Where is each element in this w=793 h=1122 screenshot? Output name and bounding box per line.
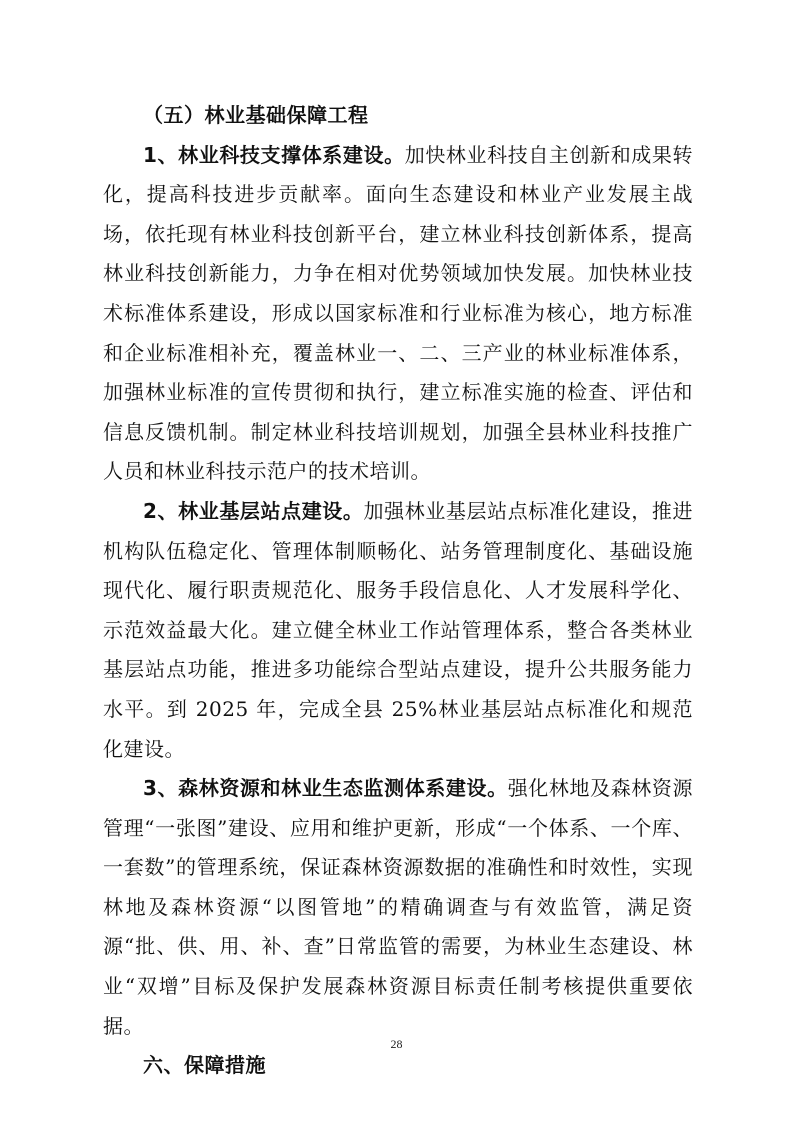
paragraph-text: 强化林地及森林资源管理“一张图”建设、应用和维护更新，形成“一个体系、一个库、一套数”的管理系统，保证森林资源数据的准确性和时效性，实现林地及森林资源“以图管地”的精确调查与有效监管，满足资源“批、供、用、补、查”日常监管的需要，为林业生态建设、林业“双增”目标及保护发展森林资源目标责任制考核提供重要依据。 bbox=[103, 776, 693, 1038]
paragraph-lead: 2、林业基层站点建设。 bbox=[143, 498, 364, 523]
paragraph-forestry-tech bbox=[103, 136, 693, 492]
paragraph-lead: 1、林业科技支撑体系建设。 bbox=[143, 142, 405, 167]
paragraph-grassroots-stations bbox=[103, 492, 693, 769]
next-section-heading: 六、保障措施 bbox=[143, 1053, 266, 1078]
paragraph-text: 加强林业基层站点标准化建设，推进机构队伍稳定化、管理体制顺畅化、站务管理制度化、基础设施现代化、履行职责规范化、服务手段信息化、人才发展科学化、示范效益最大化。建立健全林业工作站管理体系，整合各类林业基层站点功能，推进多功能综合型站点建设，提升公共服务能力水平。到 2025 年，完成全县 25%林业基层站点标准化和规范化建设。 bbox=[103, 498, 694, 761]
section-heading: （五）林业基础保障工程 bbox=[143, 103, 369, 127]
document-body bbox=[103, 96, 693, 1086]
page-number: 28 bbox=[390, 1037, 403, 1051]
paragraph-monitoring-system bbox=[103, 769, 693, 1046]
paragraph-lead: 3、森林资源和林业生态监测体系建设。 bbox=[143, 776, 508, 801]
paragraph-text: 加快林业科技自主创新和成果转化，提高科技进步贡献率。面向生态建设和林业产业发展主战场，依托现有林业科技创新平台，建立林业科技创新体系，提高林业科技创新能力，力争在相对优势领域加快发展。加快林业技术标准体系建设，形成以国家标准和行业标准为核心，地方标准和企业标准相补充，覆盖林业一、二、三产业的林业标准体系，加强林业标准的宣传贯彻和执行，建立标准实施的检查、评估和信息反馈机制。制定林业科技培训规划，加强全县林业科技推广人员和林业科技示范户的技术培训。 bbox=[103, 142, 694, 484]
